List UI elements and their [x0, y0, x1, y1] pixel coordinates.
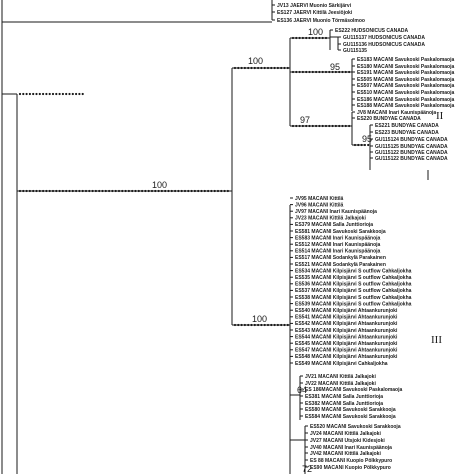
leaf-label: JV22 MACANI Kittilä Jalkajoki [305, 380, 376, 387]
branch-node-dot [354, 144, 356, 146]
branch-node-dot [335, 125, 337, 127]
leaf-label: ES223 BUNDYAE CANADA [375, 129, 439, 136]
branch-node-dot [277, 324, 279, 326]
branch-node-dot [280, 67, 282, 69]
branch-node-dot [318, 37, 320, 39]
leaf-label: GU115125 BUNDYAE CANADA [375, 143, 448, 150]
bootstrap-value: 72 [302, 464, 313, 474]
branch-node-dot [341, 71, 343, 73]
branch-node-dot [325, 37, 327, 39]
leaf-label: GU115135 [343, 47, 367, 54]
leaf-label: ES186 MACANI Savukoski Paskalomaoja [357, 96, 455, 103]
branch-node-dot [191, 190, 193, 192]
branch-node-dot [32, 93, 34, 95]
branch-node-dot [29, 93, 31, 95]
leaf-label: ES536 MACANI Kilpisjärvi S outflow Cahkaljokha [295, 281, 412, 288]
branch-node-dot [158, 190, 160, 192]
leaf-label: JV40 MACANI Inari Kaunispäänoja [310, 444, 392, 451]
branch-node-dot [72, 190, 74, 192]
leaf-label: JV27 MACANI Utsjoki Kidesjoki [310, 437, 385, 444]
branch-node-dot [49, 93, 51, 95]
branch-node-dot [267, 324, 269, 326]
group-label-ii: II [436, 110, 444, 122]
branch-node-dot [177, 190, 179, 192]
branch-node-dot [299, 71, 301, 73]
branch-node-dot [348, 125, 350, 127]
leaf-label: ES90 MACANI Kuopio Pölkkypuro [310, 464, 391, 471]
branch-node-dot [267, 67, 269, 69]
branch-node-dot [161, 190, 163, 192]
leaf-label: ES549 MACANI Kilpisjärvi Cahkaljokha [295, 360, 388, 367]
branch-node-dot [305, 37, 307, 39]
branch-node-dot [270, 67, 272, 69]
leaf-label: JV24 MACANI Kittilä Jalkajoki [310, 430, 381, 437]
branch-node-dot [345, 125, 347, 127]
branch-node-dot [26, 190, 28, 192]
branch-node-dot [274, 67, 276, 69]
branch-node-dot [26, 93, 28, 95]
branch-node-dot [234, 67, 236, 69]
branch-node-dot [299, 37, 301, 39]
branch-node-dot [128, 190, 130, 192]
leaf-label: GU115122 BUNDYAE CANADA [375, 149, 448, 156]
branch-node-dot [32, 190, 34, 192]
leaf-label: JV42 MACANI Kittilä Jalkajoki [310, 450, 381, 457]
branch-node-dot [244, 67, 246, 69]
leaf-label: JV13 JAERVI Muonio Särkijärvi [277, 2, 352, 9]
branch-node-dot [200, 190, 202, 192]
branch-node-dot [277, 67, 279, 69]
branch-node-dot [59, 190, 61, 192]
leaf-label: ES543 MACANI Kilpisjärvi Ahtaankurunjoki [295, 327, 398, 334]
leaf-label: ES136 JAERVI Muonio Törmäsolmoo [277, 17, 365, 24]
branch-node-dot [125, 190, 127, 192]
leaf-label: GU115124 BUNDYAE CANADA [375, 136, 448, 143]
leaf-label: ES180 MACANI Savukoski Paskalomaoja [357, 63, 455, 70]
branch-node-dot [105, 190, 107, 192]
branch-node-dot [247, 324, 249, 326]
leaf-label: ES507 MACANI Savukoski Paskalomaoja [357, 82, 455, 89]
branch-node-dot [312, 37, 314, 39]
branch-node-dot [151, 190, 153, 192]
branch-node-dot [141, 190, 143, 192]
branch-node-dot [260, 324, 262, 326]
branch-node-dot [308, 37, 310, 39]
branch-node-dot [274, 324, 276, 326]
leaf-label: ES539 MACANI Kilpisjärvi S outflow Cahkaljokha [295, 301, 412, 308]
branch-node-dot [108, 190, 110, 192]
leaf-label: ES535 MACANI Kilpisjärvi S outflow Cahkaljokha [295, 275, 412, 281]
branch-node-dot [322, 125, 324, 127]
leaf-label: ES382 MACANI Salla Junttiorioja [305, 400, 384, 407]
leaf-label: ES581 MACANI Savukoski Sarakkooja [295, 228, 386, 235]
leaf-label: ES379 MACANI Salla Junttiorioja [295, 222, 374, 229]
branch-node-dot [345, 71, 347, 73]
leaf-label: JV96 MACANI Kittilä [295, 202, 344, 209]
branch-node-dot [174, 190, 176, 192]
branch-node-dot [115, 190, 117, 192]
branch-node-dot [207, 190, 209, 192]
branch-node-dot [244, 324, 246, 326]
branch-node-dot [171, 190, 173, 192]
branch-node-dot [315, 125, 317, 127]
branch-node-dot [118, 190, 120, 192]
branch-node-dot [39, 93, 41, 95]
branch-node-dot [302, 125, 304, 127]
branch-node-dot [22, 93, 24, 95]
leaf-label: ES544 MACANI Kilpisjärvi Ahtaankurunjoki [295, 334, 398, 341]
branch-node-dot [42, 190, 44, 192]
branch-node-dot [318, 71, 320, 73]
bootstrap-value: 100 [252, 314, 268, 324]
bootstrap-value: 100 [248, 56, 264, 66]
branch-node-dot [134, 190, 136, 192]
branch-node-dot [181, 190, 183, 192]
bootstrap-value: 95 [362, 134, 373, 144]
branch-node-dot [45, 190, 47, 192]
branch-node-dot [19, 190, 21, 192]
branch-node-dot [154, 190, 156, 192]
branch-node-dot [167, 190, 169, 192]
bootstrap-value: 95 [330, 62, 341, 72]
leaf-label: ES 88 MACANI Kuopio Pölkkypuro [310, 457, 393, 464]
branch-node-dot [280, 324, 282, 326]
branch-node-dot [68, 93, 70, 95]
branch-node-dot [138, 190, 140, 192]
branch-node-dot [295, 125, 297, 127]
branch-node-dot [325, 125, 327, 127]
leaf-label: ES517 MACANI Sodankylä Parakainen [295, 255, 386, 262]
branch-node-dot [254, 324, 256, 326]
leaf-label: ES545 MACANI Kilpisjärvi Ahtaankurunjoki [295, 341, 398, 347]
branch-node-dot [315, 37, 317, 39]
branch-node-dot [55, 190, 57, 192]
branch-node-dot [283, 67, 285, 69]
branch-node-dot [295, 71, 297, 73]
leaf-label: ES547 MACANI Kilpisjärvi Ahtaankurunjoki [295, 347, 398, 354]
branch-node-dot [111, 190, 113, 192]
branch-node-dot [68, 190, 70, 192]
branch-node-dot [95, 190, 97, 192]
branch-node-dot [328, 125, 330, 127]
branch-node-dot [62, 190, 64, 192]
leaf-label: JV8 MACANI Inari Kaunispäänoja [357, 109, 437, 116]
branch-node-dot [62, 93, 64, 95]
branch-node-dot [59, 93, 61, 95]
branch-node-dot [308, 125, 310, 127]
branch-node-dot [325, 71, 327, 73]
branch-node-dot [302, 71, 304, 73]
branch-node-dot [72, 93, 74, 95]
branch-node-dot [75, 93, 77, 95]
branch-node-dot [42, 93, 44, 95]
branch-node-dot [194, 190, 196, 192]
branch-node-dot [22, 190, 24, 192]
branch-node-dot [224, 190, 226, 192]
branch-node-dot [237, 324, 239, 326]
leaf-label: ES584 MACANI Savukoski Sarakkooja [305, 413, 396, 420]
branch-node-dot [302, 37, 304, 39]
leaf-label: GU115122 BUNDYAE CANADA [375, 155, 448, 162]
leaf-label: JV23 MACANI Kittilä Jalkajoki [295, 215, 366, 222]
branch-node-dot [39, 190, 41, 192]
branch-node-dot [92, 190, 94, 192]
branch-node-dot [247, 67, 249, 69]
branch-node-dot [241, 67, 243, 69]
branch-node-dot [220, 190, 222, 192]
branch-node-dot [292, 71, 294, 73]
branch-node-dot [287, 324, 289, 326]
branch-node-dot [364, 144, 366, 146]
leaf-label: ES220 BUNDYAE CANADA [357, 115, 421, 122]
branch-node-dot [357, 144, 359, 146]
branch-node-dot [312, 125, 314, 127]
branch-node-dot [65, 93, 67, 95]
branch-node-dot [305, 71, 307, 73]
branch-node-dot [361, 144, 363, 146]
leaf-label: ES541 MACANI Kilpisjärvi Ahtaankurunjoki [295, 314, 398, 321]
leaf-label: ES534 MACANI Kilpisjärvi S outflow Cahkaljokha [295, 268, 412, 275]
bootstrap-value: 97 [300, 115, 311, 125]
branch-node-dot [367, 144, 369, 146]
branch-node-dot [78, 190, 80, 192]
branch-node-dot [287, 67, 289, 69]
branch-node-dot [210, 190, 212, 192]
leaf-label: ES505 MACANI Savukoski Paskalomaoja [357, 76, 455, 83]
branch-node-dot [257, 324, 259, 326]
leaf-label: ES127 JAERVI Kittilä Jeesiöjoki [277, 9, 353, 16]
branch-node-dot [318, 125, 320, 127]
leaf-label: GU115137 HUDSONICUS CANADA [343, 34, 425, 41]
leaf-label: JV21 MACANI Kittilä Jalkajoki [305, 373, 376, 380]
bootstrap-value: 64 [297, 385, 308, 395]
branch-node-dot [305, 125, 307, 127]
branch-node-dot [264, 324, 266, 326]
branch-node-dot [98, 190, 100, 192]
branch-node-dot [270, 324, 272, 326]
branch-node-dot [227, 190, 229, 192]
leaf-label: JV97 MACANI Inari Kaunispäänoja [295, 209, 377, 215]
branch-node-dot [52, 93, 54, 95]
branch-node-dot [131, 190, 133, 192]
branch-node-dot [35, 93, 37, 95]
branch-node-dot [88, 190, 90, 192]
group-label-iii: III [431, 334, 442, 346]
leaf-label: JV95 MACANI Kittilä [295, 195, 344, 202]
bootstrap-value: 100 [308, 27, 324, 37]
leaf-label: ES 186MACANI Savukoski Paskalomaoja [305, 386, 403, 393]
branch-node-dot [45, 93, 47, 95]
bootstrap-value: 100 [152, 180, 168, 190]
branch-node-dot [312, 71, 314, 73]
leaf-label: ES188 MACANI Savukoski Paskalomaoja [357, 102, 455, 109]
branch-node-dot [250, 67, 252, 69]
branch-node-dot [341, 125, 343, 127]
branch-node-dot [49, 190, 51, 192]
leaf-label: ES221 BUNDYAE CANADA [375, 122, 439, 129]
branch-node-dot [322, 71, 324, 73]
leaf-label: ES548 MACANI Kilpisjärvi Ahtaankurunjoki [295, 354, 398, 361]
branch-node-dot [264, 67, 266, 69]
leaf-label: ES520 MACANI Savukoski Sarakkooja [310, 423, 401, 430]
branch-node-dot [85, 190, 87, 192]
branch-node-dot [283, 324, 285, 326]
branch-node-dot [260, 67, 262, 69]
branch-node-dot [78, 93, 80, 95]
leaf-label: ES580 MACANI Savukoski Sarakkooja [305, 406, 396, 413]
branch-node-dot [101, 190, 103, 192]
branch-node-dot [292, 125, 294, 127]
branch-node-dot [338, 125, 340, 127]
branch-node-dot [19, 93, 21, 95]
leaf-label: ES183 MACANI Savukoski Paskalomaoja [357, 56, 455, 63]
branch-node-dot [184, 190, 186, 192]
branch-node-dot [204, 190, 206, 192]
branch-node-dot [237, 67, 239, 69]
branch-node-dot [308, 71, 310, 73]
leaf-label: ES538 MACANI Kilpisjärvi S outflow Cahkaljokha [295, 294, 412, 301]
leaf-label: ES542 MACANI Kilpisjärvi Ahtaankurunjoki [295, 321, 398, 328]
leaf-label: ES191 MACANI Savukoski Paskalomaoja [357, 69, 455, 76]
leaf-label: ES381 MACANI Salla Junttiorioja [305, 393, 384, 400]
branch-node-dot [52, 190, 54, 192]
branch-node-dot [315, 71, 317, 73]
branch-node-dot [75, 190, 77, 192]
leaf-label: ES583 MACANI Inari Kaunispäänoja [295, 235, 381, 242]
branch-node-dot [148, 190, 150, 192]
leaf-label: ES540 MACANI Kilpisjärvi Ahtaankurunjoki [295, 308, 398, 314]
branch-node-dot [299, 125, 301, 127]
branch-node-dot [250, 324, 252, 326]
leaf-label: ES537 MACANI Kilpisjärvi S outflow Cahkaljokha [295, 288, 412, 295]
branch-node-dot [322, 37, 324, 39]
branch-node-dot [234, 324, 236, 326]
leaf-label: GU115136 HUDSONICUS CANADA [343, 41, 425, 48]
branch-node-dot [292, 37, 294, 39]
branch-node-dot [82, 93, 84, 95]
leaf-label: ES512 MACANI Inari Kaunispäänoja [295, 242, 381, 248]
branch-node-dot [241, 324, 243, 326]
branch-node-dot [348, 71, 350, 73]
branch-node-dot [144, 190, 146, 192]
branch-node-dot [187, 190, 189, 192]
branch-node-dot [35, 190, 37, 192]
branch-node-dot [332, 125, 334, 127]
branch-node-dot [217, 190, 219, 192]
branch-node-dot [197, 190, 199, 192]
leaf-label: ES222 HUDSONICUS CANADA [335, 27, 409, 34]
leaf-label: ES510 MACANI Savukoski Paskalomaoja [357, 89, 455, 96]
branch-node-dot [65, 190, 67, 192]
leaf-label: ES514 MACANI Inari Kaunispäänoja [295, 248, 381, 255]
branch-node-dot [254, 67, 256, 69]
branch-node-dot [82, 190, 84, 192]
branch-node-dot [121, 190, 123, 192]
branch-node-dot [164, 190, 166, 192]
branch-node-dot [29, 190, 31, 192]
branch-node-dot [55, 93, 57, 95]
leaf-label: ES521 MACANI Sodankylä Parakainen [295, 261, 386, 268]
branch-node-dot [214, 190, 216, 192]
branch-node-dot [257, 67, 259, 69]
branch-node-dot [295, 37, 297, 39]
